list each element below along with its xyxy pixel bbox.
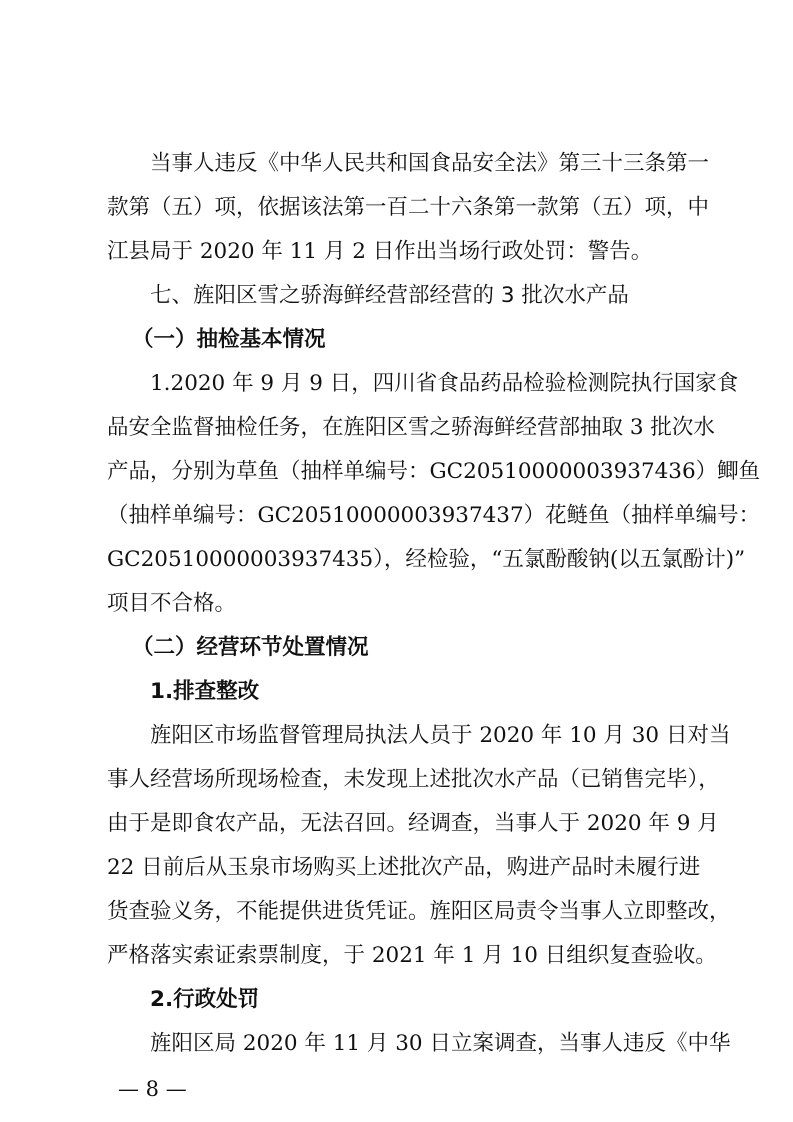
page-number: — 8 — [118, 1077, 187, 1101]
body-text-line: 款第（五）项，依据该法第一百二十六条第一款第（五）项，中 [107, 195, 710, 220]
body-text-line: 货查验义务，不能提供进货凭证。旌阳区局责令当事人立即整改， [107, 899, 731, 924]
section-heading: 七、旌阳区雪之骄海鲜经营部经营的 3 批次水产品 [150, 283, 629, 308]
body-text-line: 当事人违反《中华人民共和国食品安全法》第三十三条第一 [150, 151, 710, 176]
item-heading: 2.行政处罚 [150, 987, 260, 1012]
body-text-line: （抽样单编号：GC20510000003937437）花鲢鱼（抽样单编号： [107, 503, 761, 528]
body-text-line: 22 日前后从玉泉市场购买上述批次产品，购进产品时未履行进 [107, 855, 701, 880]
body-text-line: 品安全监督抽检任务，在旌阳区雪之骄海鲜经营部抽取 3 批次水 [107, 415, 715, 440]
body-text-line: 旌阳区局 2020 年 11 月 30 日立案调查，当事人违反《中华 [150, 1031, 731, 1056]
body-text-line: 旌阳区市场监督管理局执法人员于 2020 年 10 月 30 日对当 [150, 723, 731, 748]
body-text-line: GC20510000003937435），经检验，“五氯酚酸钠(以五氯酚计)” [107, 547, 746, 572]
body-text-line: 事人经营场所现场检查，未发现上述批次水产品（已销售完毕）， [107, 767, 720, 792]
body-text-line: 江县局于 2020 年 11 月 2 日作出当场行政处罚：警告。 [107, 239, 653, 264]
body-text-line: 产品，分别为草鱼（抽样单编号：GC20510000003937436）鲫鱼 [107, 459, 761, 484]
body-text-line: 严格落实索证索票制度，于 2021 年 1 月 10 日组织复查验收。 [107, 943, 717, 968]
subsection-heading: （一）抽检基本情况 [132, 327, 326, 352]
body-text-line: 由于是即食农产品，无法召回。经调查，当事人于 2020 年 9 月 [107, 811, 719, 836]
subsection-heading: （二）经营环节处置情况 [132, 635, 369, 660]
body-text-line: 1.2020 年 9 月 9 日，四川省食品药品检验检测院执行国家食 [150, 371, 739, 396]
body-text-line: 项目不合格。 [107, 591, 237, 616]
item-heading: 1.排查整改 [150, 679, 260, 704]
